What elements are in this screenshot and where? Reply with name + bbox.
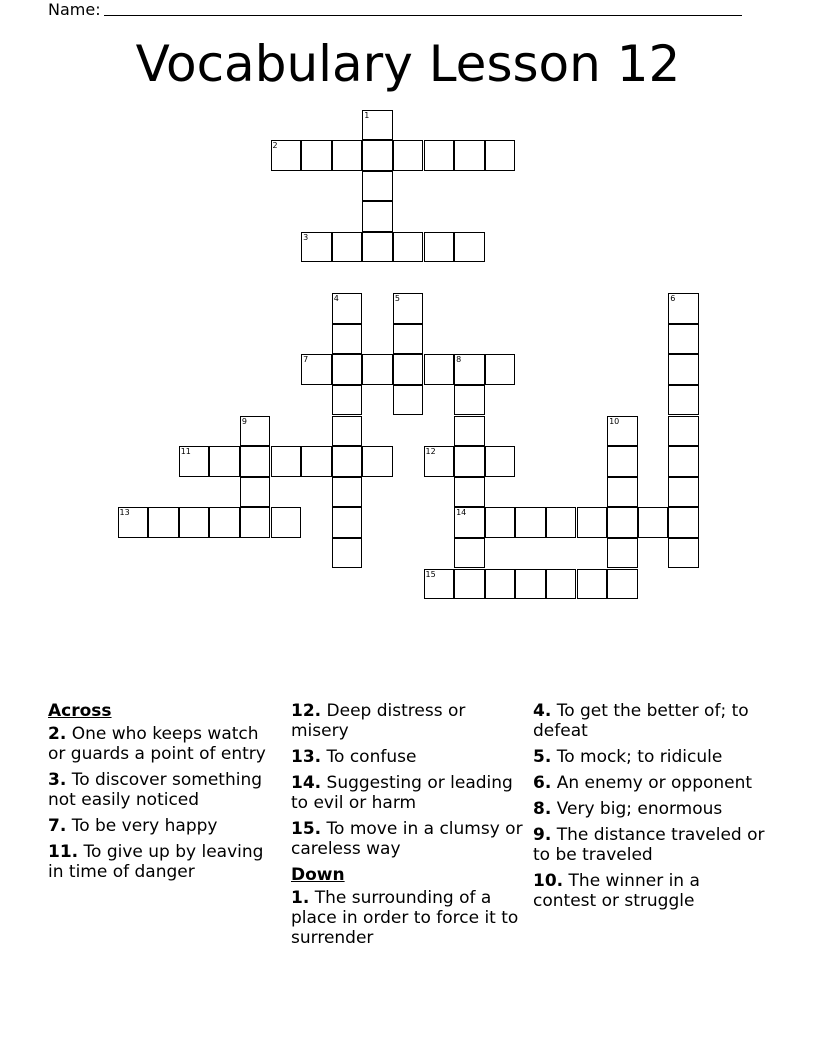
grid-cell[interactable]: [485, 354, 516, 385]
clue-text: Suggesting or leading to evil or harm: [291, 773, 513, 813]
clue-number: 2.: [48, 724, 67, 744]
cell-number: 12: [425, 447, 436, 457]
grid-cell[interactable]: [454, 140, 485, 171]
clue-number: 12.: [291, 701, 322, 721]
cell-number: 3: [303, 232, 309, 242]
grid-cell[interactable]: [485, 507, 516, 538]
grid-cell[interactable]: [577, 569, 608, 600]
clue-text: Deep distress or misery: [291, 701, 466, 741]
clue-text: To mock; to ridicule: [556, 747, 723, 767]
clue-across-15: [291, 819, 523, 859]
clue-number: 5.: [533, 747, 552, 767]
grid-cell[interactable]: [668, 477, 699, 508]
clue-down-10: [533, 871, 765, 911]
grid-cell[interactable]: [332, 354, 363, 385]
grid-cell[interactable]: [668, 354, 699, 385]
grid-cell[interactable]: [424, 446, 455, 477]
clue-text: To be very happy: [71, 816, 218, 836]
clue-text: To give up by leaving in time of danger: [48, 842, 264, 882]
grid-cell[interactable]: [424, 569, 455, 600]
clue-text: The winner in a contest or struggle: [533, 871, 700, 911]
clue-text: To discover something not easily noticed: [48, 770, 263, 810]
grid-cell[interactable]: [546, 507, 577, 538]
grid-cell[interactable]: [362, 232, 393, 263]
grid-cell[interactable]: [362, 201, 393, 232]
clue-across-14: [291, 773, 523, 813]
cell-number: 7: [303, 355, 309, 365]
clue-down-1: [291, 888, 523, 948]
grid-cell[interactable]: [454, 569, 485, 600]
grid-cell[interactable]: [362, 354, 393, 385]
grid-cell[interactable]: [424, 232, 455, 263]
grid-cell[interactable]: [271, 507, 302, 538]
clue-text: To get the better of; to defeat: [533, 701, 749, 741]
clue-down-9: [533, 825, 765, 865]
grid-cell[interactable]: [179, 507, 210, 538]
grid-cell[interactable]: [118, 507, 149, 538]
grid-cell[interactable]: [301, 446, 332, 477]
grid-cell[interactable]: [301, 140, 332, 171]
grid-cell[interactable]: [362, 446, 393, 477]
grid-cell[interactable]: [454, 538, 485, 569]
grid-cell[interactable]: [668, 416, 699, 447]
clue-text: The surrounding of a place in order to force it to surrender: [291, 888, 519, 948]
grid-cell[interactable]: [454, 446, 485, 477]
grid-cell[interactable]: [454, 354, 485, 385]
cell-number: 11: [180, 447, 191, 457]
cell-number: 5: [394, 294, 400, 304]
cell-number: 8: [456, 355, 462, 365]
cell-number: 2: [272, 141, 278, 151]
clue-number: 1.: [291, 888, 310, 908]
grid-cell[interactable]: [454, 385, 485, 416]
grid-cell[interactable]: [607, 446, 638, 477]
grid-cell[interactable]: [454, 416, 485, 447]
grid-cell[interactable]: [240, 507, 271, 538]
grid-cell[interactable]: [515, 507, 546, 538]
grid-cell[interactable]: [577, 507, 608, 538]
clue-across-7: [48, 816, 280, 836]
clue-column-3: [533, 701, 765, 917]
grid-cell[interactable]: [209, 446, 240, 477]
clue-across-11: [48, 842, 280, 882]
grid-cell[interactable]: [332, 416, 363, 447]
grid-cell[interactable]: [668, 446, 699, 477]
clue-number: 13.: [291, 747, 322, 767]
grid-cell[interactable]: [668, 538, 699, 569]
clue-number: 9.: [533, 825, 552, 845]
clue-text: The distance traveled or to be traveled: [533, 825, 765, 865]
name-write-line[interactable]: [104, 15, 742, 16]
clue-number: 11.: [48, 842, 79, 862]
clue-column-2: [291, 701, 523, 954]
grid-cell[interactable]: [607, 569, 638, 600]
clue-across-13: [291, 747, 523, 767]
grid-cell[interactable]: [668, 385, 699, 416]
cell-number: 14: [456, 508, 467, 518]
grid-cell[interactable]: [454, 507, 485, 538]
clue-down-6: [533, 773, 765, 793]
grid-cell[interactable]: [148, 507, 179, 538]
clue-text: To confuse: [326, 747, 417, 767]
grid-cell[interactable]: [393, 140, 424, 171]
grid-cell[interactable]: [668, 507, 699, 538]
cell-number: 9: [241, 416, 247, 426]
clue-text: To move in a clumsy or careless way: [291, 819, 523, 859]
grid-cell[interactable]: [332, 477, 363, 508]
grid-cell[interactable]: [607, 416, 638, 447]
grid-cell[interactable]: [332, 140, 363, 171]
grid-cell[interactable]: [332, 538, 363, 569]
clue-text: One who keeps watch or guards a point of entry: [48, 724, 266, 764]
across-heading: Across: [48, 701, 112, 721]
grid-cell[interactable]: [362, 140, 393, 171]
grid-cell[interactable]: [424, 140, 455, 171]
grid-cell[interactable]: [240, 477, 271, 508]
grid-cell[interactable]: [332, 507, 363, 538]
grid-cell[interactable]: [454, 232, 485, 263]
cell-number: 1: [364, 110, 370, 120]
clue-number: 6.: [533, 773, 552, 793]
clue-number: 3.: [48, 770, 67, 790]
clue-text: An enemy or opponent: [556, 773, 753, 793]
grid-cell[interactable]: [301, 354, 332, 385]
grid-cell[interactable]: [485, 446, 516, 477]
grid-cell[interactable]: [332, 324, 363, 355]
grid-cell[interactable]: [485, 140, 516, 171]
clue-across-12: [291, 701, 523, 741]
grid-cell[interactable]: [607, 507, 638, 538]
grid-cell[interactable]: [454, 477, 485, 508]
grid-cell[interactable]: [607, 477, 638, 508]
cell-number: 13: [119, 508, 130, 518]
grid-cell[interactable]: [362, 110, 393, 141]
clue-number: 14.: [291, 773, 322, 793]
down-heading: Down: [291, 865, 345, 885]
grid-cell[interactable]: [301, 232, 332, 263]
clue-number: 4.: [533, 701, 552, 721]
grid-cell[interactable]: [240, 416, 271, 447]
grid-cell[interactable]: [393, 293, 424, 324]
grid-cell[interactable]: [362, 171, 393, 202]
clue-number: 15.: [291, 819, 322, 839]
grid-cell[interactable]: [424, 354, 455, 385]
clue-down-5: [533, 747, 765, 767]
grid-cell[interactable]: [179, 446, 210, 477]
grid-cell[interactable]: [607, 538, 638, 569]
grid-cell[interactable]: [393, 354, 424, 385]
grid-cell[interactable]: [546, 569, 577, 600]
grid-cell[interactable]: [393, 385, 424, 416]
grid-cell[interactable]: [515, 569, 546, 600]
name-label: Name:: [48, 0, 101, 19]
clue-down-4: [533, 701, 765, 741]
grid-cell[interactable]: [332, 232, 363, 263]
clue-column-1: [48, 701, 280, 888]
grid-cell[interactable]: [393, 324, 424, 355]
clue-down-8: [533, 799, 765, 819]
clue-across-3: [48, 770, 280, 810]
clue-text: Very big; enormous: [556, 799, 723, 819]
grid-cell[interactable]: [271, 446, 302, 477]
cell-number: 4: [333, 294, 339, 304]
grid-cell[interactable]: [668, 324, 699, 355]
grid-cell[interactable]: [485, 569, 516, 600]
grid-cell[interactable]: [332, 385, 363, 416]
cell-number: 6: [670, 294, 676, 304]
clue-number: 7.: [48, 816, 67, 836]
cell-number: 10: [609, 416, 620, 426]
grid-cell[interactable]: [240, 446, 271, 477]
grid-cell[interactable]: [209, 507, 240, 538]
clue-across-2: [48, 724, 280, 764]
grid-cell[interactable]: [332, 293, 363, 324]
grid-cell[interactable]: [638, 507, 669, 538]
page-title: Vocabulary Lesson 12: [135, 35, 681, 93]
clue-number: 10.: [533, 871, 564, 891]
grid-cell[interactable]: [271, 140, 302, 171]
cell-number: 15: [425, 569, 436, 579]
grid-cell[interactable]: [393, 232, 424, 263]
grid-cell[interactable]: [668, 293, 699, 324]
grid-cell[interactable]: [332, 446, 363, 477]
clue-number: 8.: [533, 799, 552, 819]
